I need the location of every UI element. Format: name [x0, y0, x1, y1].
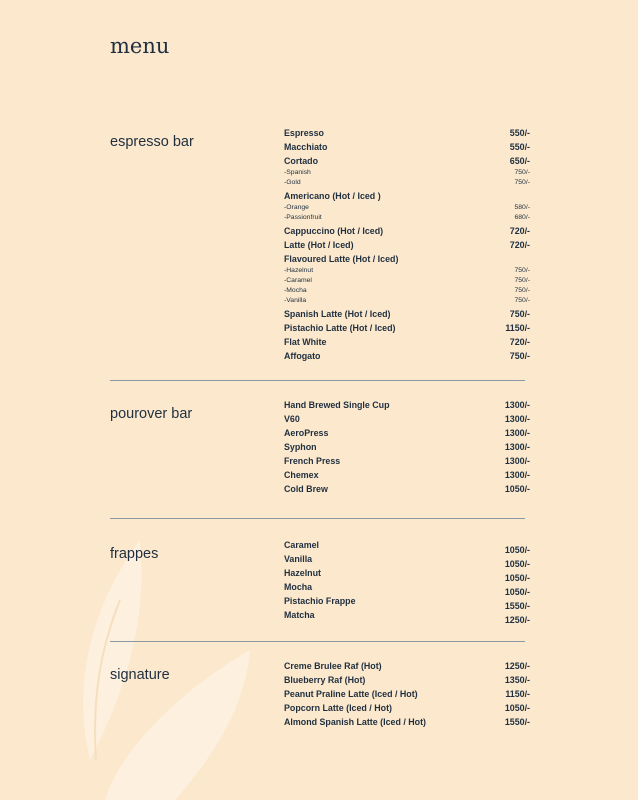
menu-item — [284, 254, 530, 268]
item-name: -Orange — [284, 204, 309, 211]
item-name: Vanilla — [284, 554, 313, 564]
item-price: 1300/- — [504, 470, 530, 480]
item-price: 720/- — [509, 240, 530, 250]
menu-item — [284, 191, 530, 205]
item-name: AeroPress — [284, 428, 329, 438]
item-price: 1050/- — [504, 587, 530, 597]
section-title: espresso bar — [110, 134, 194, 150]
item-price: 1300/- — [504, 414, 530, 424]
item-price: 720/- — [509, 337, 530, 347]
item-price: 1150/- — [505, 323, 530, 333]
item-name: Chemex — [284, 470, 319, 480]
item-name: Peanut Praline Latte (Iced / Hot) — [284, 689, 418, 699]
item-name: Spanish Latte (Hot / Iced) — [284, 309, 391, 319]
item-name: Syphon — [284, 442, 317, 452]
menu-item — [284, 703, 530, 717]
item-name: Matcha — [284, 610, 315, 620]
section-divider — [110, 380, 525, 381]
menu-item — [284, 351, 530, 365]
item-price: 1550/- — [504, 601, 530, 611]
item-name: Affogato — [284, 351, 321, 361]
menu-item — [284, 610, 530, 624]
item-price: 720/- — [509, 226, 530, 236]
item-price: 1300/- — [504, 456, 530, 466]
menu-item — [284, 400, 530, 414]
menu-item — [284, 456, 530, 470]
menu-item — [284, 717, 530, 731]
item-price: 750/- — [509, 309, 530, 319]
item-name: Popcorn Latte (Iced / Hot) — [284, 703, 392, 713]
item-name: French Press — [284, 456, 341, 466]
item-price: 1350/- — [504, 675, 530, 685]
item-name: Americano (Hot / Iced ) — [284, 191, 381, 201]
item-name: Cold Brew — [284, 484, 328, 494]
item-price: 1250/- — [504, 615, 530, 625]
menu-item — [284, 428, 530, 442]
item-name: Flat White — [284, 337, 327, 347]
item-price: 1050/- — [504, 573, 530, 583]
item-price: 750/- — [514, 277, 530, 284]
menu-item — [284, 414, 530, 428]
item-price: 1300/- — [504, 442, 530, 452]
menu-item — [284, 128, 530, 142]
item-price: 1050/- — [504, 559, 530, 569]
item-price: 580/- — [514, 204, 530, 211]
menu-item — [284, 540, 530, 554]
section-title: signature — [110, 667, 170, 683]
menu-item — [284, 226, 530, 240]
item-price: 650/- — [509, 156, 530, 166]
item-name: Pistachio Latte (Hot / Iced) — [284, 323, 396, 333]
item-price: 1050/- — [504, 703, 530, 713]
menu-item — [284, 554, 530, 568]
menu-item — [284, 484, 530, 498]
section-title: frappes — [110, 546, 159, 562]
item-name: -Gold — [284, 179, 301, 186]
item-name: -Mocha — [284, 287, 307, 294]
item-name: Almond Spanish Latte (Iced / Hot) — [284, 717, 427, 727]
item-name: Flavoured Latte (Hot / Iced) — [284, 254, 399, 264]
item-name: Cortado — [284, 156, 319, 166]
item-name: Pistachio Frappe — [284, 596, 356, 606]
item-price: 550/- — [509, 128, 530, 138]
item-name: Blueberry Raf (Hot) — [284, 675, 366, 685]
menu-item — [284, 582, 530, 596]
item-name: -Spanish — [284, 169, 311, 176]
menu-item — [284, 337, 530, 351]
item-name: Caramel — [284, 540, 320, 550]
menu-item — [284, 596, 530, 610]
item-price: 750/- — [514, 297, 530, 304]
item-price: 750/- — [514, 179, 530, 186]
item-price: 1050/- — [504, 545, 530, 555]
menu-item — [284, 240, 530, 254]
item-price: 680/- — [514, 214, 530, 221]
item-name: Creme Brulee Raf (Hot) — [284, 661, 382, 671]
item-price: 1300/- — [504, 428, 530, 438]
item-name: V60 — [284, 414, 300, 424]
item-price: 1550/- — [504, 717, 530, 727]
item-name: Espresso — [284, 128, 324, 138]
item-name: Hazelnut — [284, 568, 321, 578]
menu-title: menu — [110, 34, 170, 58]
item-price: 550/- — [509, 142, 530, 152]
item-price: 1150/- — [505, 689, 530, 699]
item-name: -Hazelnut — [284, 267, 314, 274]
menu-item — [284, 142, 530, 156]
menu-item — [284, 323, 530, 337]
menu-item — [284, 156, 530, 170]
item-name: Latte (Hot / Iced) — [284, 240, 354, 250]
section-divider — [110, 641, 525, 642]
item-price: 750/- — [509, 351, 530, 361]
item-name: -Caramel — [284, 277, 312, 284]
item-price: 750/- — [514, 287, 530, 294]
item-name: -Passionfruit — [284, 214, 322, 221]
item-name: Macchiato — [284, 142, 328, 152]
item-name: Mocha — [284, 582, 313, 592]
menu-item — [284, 470, 530, 484]
item-price: 750/- — [514, 267, 530, 274]
menu-item — [284, 661, 530, 675]
menu-item — [284, 309, 530, 323]
item-price: 1250/- — [504, 661, 530, 671]
menu-item — [284, 689, 530, 703]
section-title: pourover bar — [110, 406, 193, 422]
menu-item — [284, 442, 530, 456]
item-price: 1300/- — [504, 400, 530, 410]
menu-item — [284, 675, 530, 689]
item-name: -Vanilla — [284, 297, 307, 304]
item-price: 750/- — [514, 169, 530, 176]
item-name: Hand Brewed Single Cup — [284, 400, 390, 410]
item-price: 1050/- — [504, 484, 530, 494]
item-name: Cappuccino (Hot / Iced) — [284, 226, 384, 236]
section-divider — [110, 518, 525, 519]
menu-item — [284, 568, 530, 582]
